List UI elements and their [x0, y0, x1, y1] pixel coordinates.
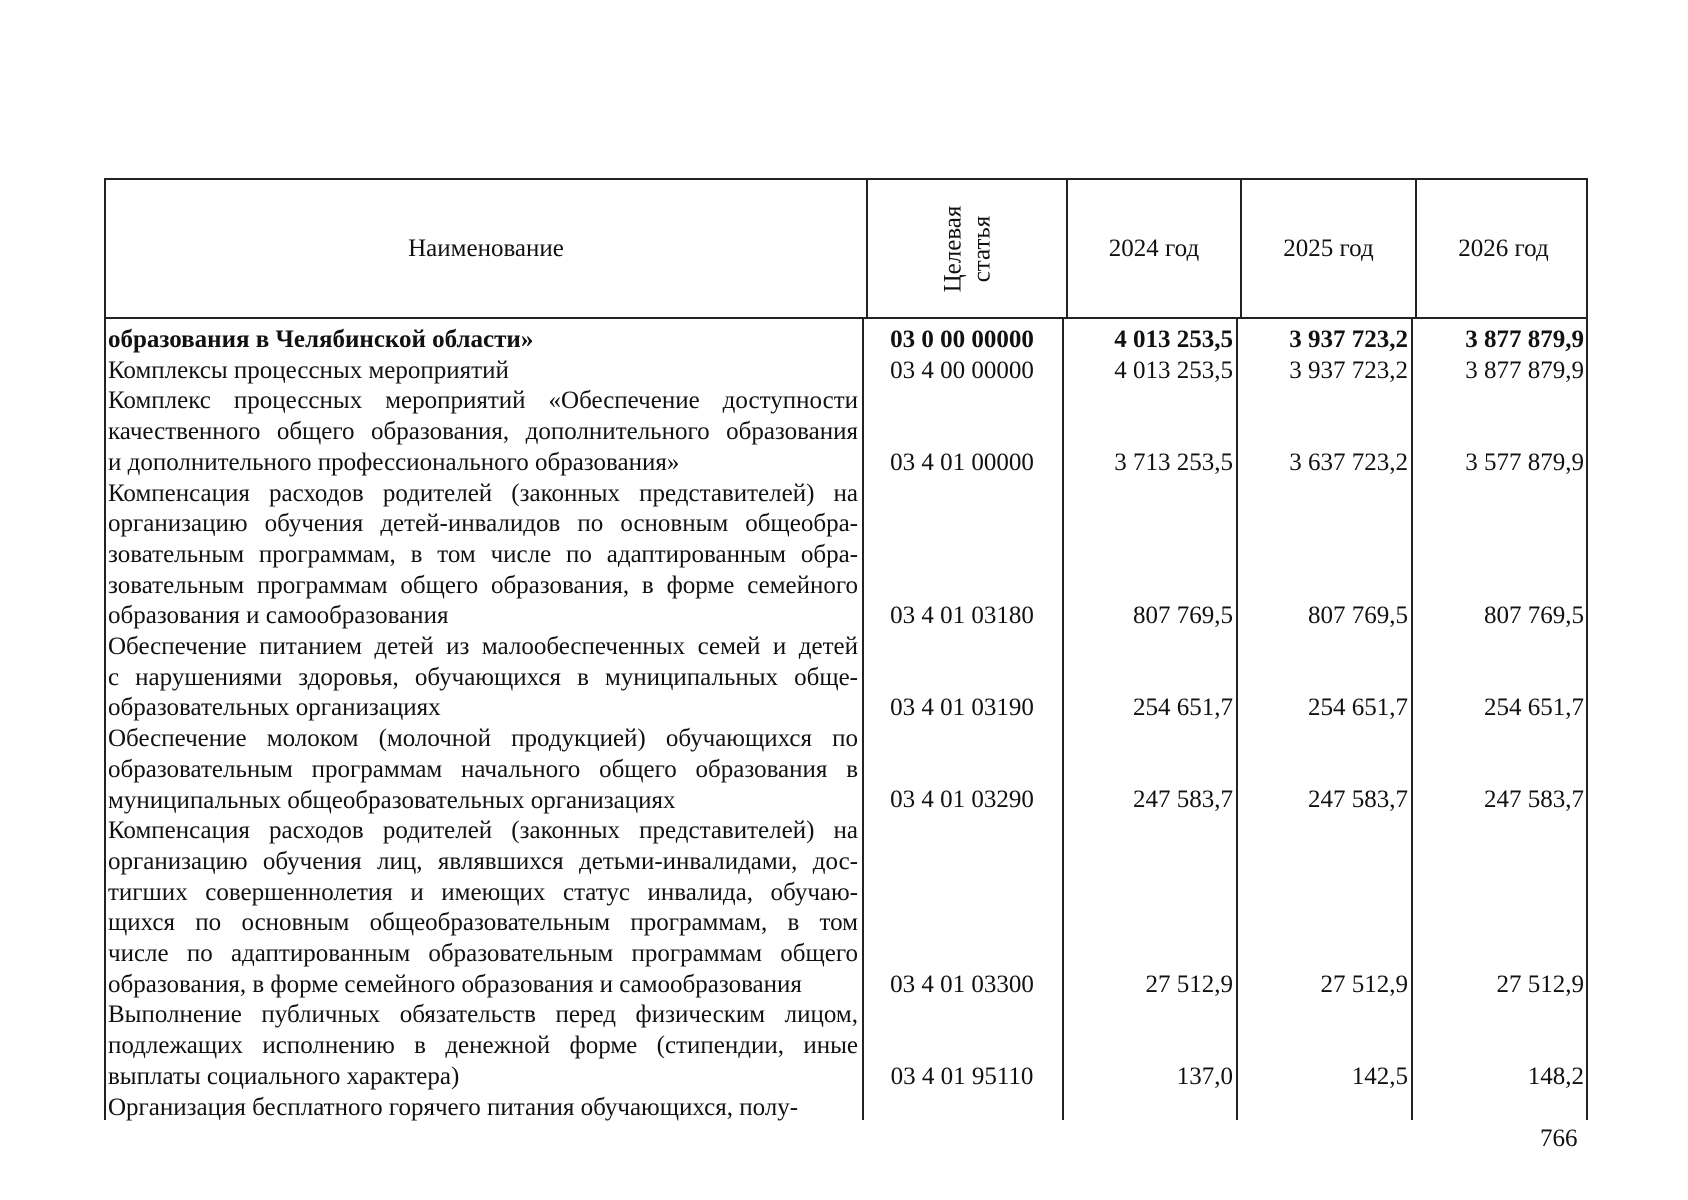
row-name-line: и дополнительного профессионального образования»: [108, 448, 680, 476]
row-value-2026: 807 769,5: [1484, 602, 1584, 630]
table-header: [104, 178, 1588, 319]
row-value-2025: 247 583,7: [1308, 786, 1408, 814]
row-name-line: образования и самообразования: [108, 602, 449, 630]
row-value-2026: 3 877 879,9: [1465, 325, 1584, 353]
row-name-line: Компенсация расходов родителей (законных представителей) на: [108, 479, 858, 507]
table-row: [104, 386, 1588, 478]
row-name: [108, 724, 858, 816]
table-row: [104, 632, 1588, 724]
row-value-2024: 4 013 253,5: [1114, 356, 1233, 384]
row-name-line: с нарушениями здоровья, обучающихся в муниципальных обще-: [108, 663, 858, 691]
table-row: [104, 816, 1588, 1000]
row-name-line: подлежащих исполнению в денежной форме (стипендии, иные: [108, 1032, 858, 1060]
row-name: [108, 356, 858, 387]
row-name: [108, 479, 858, 633]
table-row: [104, 1093, 1588, 1124]
row-name-line: образовательных организациях: [108, 694, 441, 722]
row-value-2025: 807 769,5: [1308, 602, 1408, 630]
row-value-2024: 247 583,7: [1133, 786, 1233, 814]
row-name-line: качественного общего образования, дополнительного образования: [108, 418, 858, 446]
row-name: [108, 1093, 858, 1124]
row-value-2026: 27 512,9: [1496, 970, 1584, 998]
row-value-2024: 27 512,9: [1145, 970, 1233, 998]
row-value-2024: 137,0: [1176, 1062, 1233, 1090]
row-value-2024: 807 769,5: [1133, 602, 1233, 630]
header-code-label: [938, 205, 996, 292]
row-name-line: выплаты социального характера): [108, 1062, 460, 1090]
page-number: 766: [1540, 1125, 1578, 1152]
row-value-2026: 247 583,7: [1484, 786, 1584, 814]
header-2024: [1066, 180, 1240, 317]
table-row: [104, 724, 1588, 816]
row-value-2026: 3 877 879,9: [1465, 356, 1584, 384]
table-body: [104, 319, 1588, 1120]
row-name: [108, 632, 858, 724]
row-value-2026: 3 577 879,9: [1465, 448, 1584, 476]
row-name: [108, 1000, 858, 1092]
row-value-2025: 142,5: [1351, 1062, 1408, 1090]
row-value-2025: 254 651,7: [1308, 694, 1408, 722]
row-name-line: муниципальных общеобразовательных организациях: [108, 786, 676, 814]
row-code: 03 4 01 03300: [890, 970, 1034, 998]
row-code: 03 4 00 00000: [890, 356, 1034, 384]
header-code: [866, 180, 1066, 317]
row-name: [108, 325, 858, 356]
row-value-2024: 254 651,7: [1133, 694, 1233, 722]
row-value-2025: 3 637 723,2: [1289, 448, 1408, 476]
table-row: [104, 479, 1588, 633]
row-value-2024: 4 013 253,5: [1114, 325, 1233, 353]
row-value-2025: 3 937 723,2: [1289, 325, 1408, 353]
row-code: 03 4 01 03190: [890, 694, 1034, 722]
row-name-line: щихся по основным общеобразовательным программам, в том: [108, 909, 858, 937]
row-name-line: Обеспечение молоком (молочной продукцией) обучающихся по: [108, 725, 858, 753]
row-name: [108, 386, 858, 478]
header-2025: [1240, 180, 1415, 317]
header-2024-label: 2024 год: [1108, 234, 1200, 262]
table-row: [104, 1000, 1588, 1092]
header-2025-label: 2025 год: [1283, 234, 1374, 262]
row-code: 03 0 00 00000: [890, 325, 1034, 353]
row-name-line: образования, в форме семейного образования и самообразования: [108, 970, 802, 998]
row-name-line: Выполнение публичных обязательств перед физическим лицом,: [108, 1001, 858, 1029]
row-value-2024: 3 713 253,5: [1114, 448, 1233, 476]
header-name: [106, 180, 866, 317]
row-name-line: числе по адаптированным образовательным программам общего: [108, 940, 858, 967]
row-value-2025: 27 512,9: [1320, 970, 1408, 998]
header-2026: [1415, 180, 1590, 317]
row-name-line: Компенсация расходов родителей (законных представителей) на: [108, 817, 858, 845]
row-name-line: организацию обучения детей-инвалидов по основным общеобра-: [108, 510, 858, 538]
row-value-2026: 148,2: [1527, 1062, 1584, 1090]
header-2026-label: 2026 год: [1458, 234, 1549, 262]
row-name-line: образовательным программам начального общего образования в: [108, 755, 858, 783]
row-name-line: образования в Челябинской области»: [108, 326, 534, 353]
row-value-2025: 3 937 723,2: [1289, 356, 1408, 384]
header-code-line2: статья: [967, 215, 995, 282]
row-name-line: Комплекс процессных мероприятий «Обеспечение доступности: [108, 387, 858, 415]
table-row: [104, 325, 1588, 356]
header-name-label: Наименование: [408, 234, 564, 262]
row-name-line: зовательным программам общего образования, в форме семейного: [108, 571, 858, 599]
row-name-line: Комплексы процессных мероприятий: [108, 356, 509, 384]
row-name-line: тигших совершеннолетия и имеющих статус инвалида, обучаю-: [108, 878, 858, 906]
row-name: [108, 816, 858, 1000]
row-code: 03 4 01 03290: [890, 786, 1034, 814]
row-code: 03 4 01 03180: [890, 602, 1034, 630]
row-name-line: зовательным программам, в том числе по адаптированным обра-: [108, 540, 858, 568]
row-code: 03 4 01 95110: [890, 1062, 1034, 1090]
row-name-line: Обеспечение питанием детей из малообеспеченных семей и детей: [108, 633, 858, 660]
table-row: [104, 356, 1588, 387]
header-code-line1: Целевая: [938, 205, 966, 292]
row-value-2026: 254 651,7: [1484, 694, 1584, 722]
row-name-line: организацию обучения лиц, являвшихся детьми-инвалидами, дос-: [108, 847, 858, 875]
row-name-line: Организация бесплатного горячего питания обучающихся, полу-: [108, 1093, 799, 1121]
row-code: 03 4 01 00000: [890, 448, 1034, 476]
